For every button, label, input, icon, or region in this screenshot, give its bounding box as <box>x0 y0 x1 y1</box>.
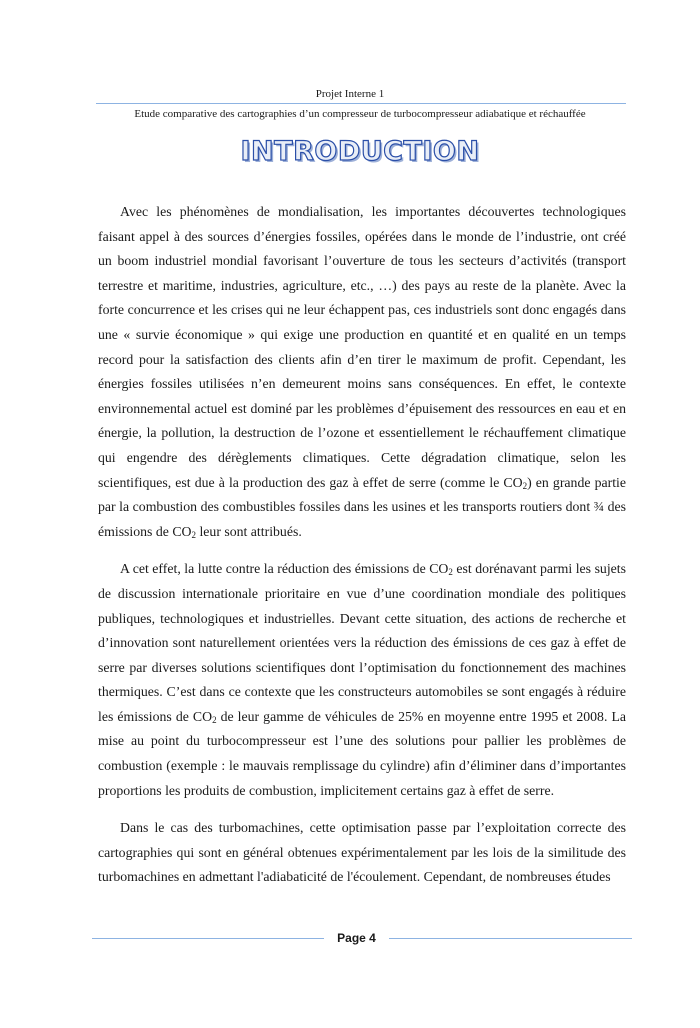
paragraph-2 <box>98 557 626 803</box>
body-text <box>98 200 626 903</box>
paragraph-2-part-b: est dorénavant parmi les sujets de discussion internationale prioritaire en vue d’une coordination mondiale des politiques publiques, technologiques et industrielles. Devant cette situation, des actions de recherche et d’innovation sont naturellement orientées vers la réduction des émissions de ces gaz à effet de serre par diverses solutions scientifiques dont l’optimisation du fonctionnement des machines thermiques. C’est dans ce contexte que les constructeurs automobiles se sont engagés à réduire les émissions de CO <box>98 561 626 724</box>
paragraph-1 <box>98 200 626 544</box>
page-number: Page 4 <box>337 931 376 945</box>
subscript: 2 <box>448 567 453 578</box>
subscript: 2 <box>191 529 197 540</box>
section-title: INTRODUCTION <box>240 136 480 167</box>
paragraph-2-part-c: de leur gamme de véhicules de 25% en moyenne entre 1995 et 2008. La mise au point du turbocompresseur est l’une des solutions pour pallier les problèmes de combustion (exemple : le mauvais remplissage du cylindre) afin d’éliminer dans d’importantes proportions les produits de combustion, implicitement certains gaz à effet de serre. <box>98 708 626 798</box>
footer-divider-left <box>92 938 324 939</box>
header-project-name: Projet Interne 1 <box>315 88 385 100</box>
header-subtitle: Etude comparative des cartographies d’un compresseur de turbocompresseur adiabatique et réchauffée <box>134 108 586 120</box>
subscript: 2 <box>212 714 217 725</box>
paragraph-1-part-c: leur sont attribués. <box>196 523 302 539</box>
paragraph-1-part-a: Avec les phénomènes de mondialisation, les importantes découvertes technologiques faisant appel à des sources d’énergies fossiles, opérées dans le monde de l’industrie, ont créé un boom industriel mondial favorisant l’ouverture de tous les secteurs d’activités (transport terrestre et maritime, industries, agriculture, etc., …) des pays au reste de la planète. Avec la forte concurrence et les crises qui ne leur échappent pas, ces industriels sont donc engagés dans une « survie économique » qui exige une production en quantité et en qualité en un temps record pour la satisfaction des clients afin d’en tirer le maximum de profit. Cependant, les énergies fossiles utilisées n’en demeurent moins sans conséquences. En effet, le contexte environnemental actuel est dominé par les problèmes d’épuisement des ressources en eau et en énergie, la pollution, la destruction de l’ozone et essentiellement le réchauffement climatique qui engendre des dérèglements climatiques. Cette dégradation climatique, selon les scientifiques, est due à la production des gaz à effet de serre (comme le CO <box>98 204 626 490</box>
subscript: 2 <box>522 480 528 491</box>
paragraph-1-part-b: ) en grande partie par la combustion des combustibles fossiles dans les usines et les transports routiers dont ¾ des émissions de CO <box>98 474 626 539</box>
footer-divider-right <box>389 938 632 939</box>
paragraph-2-part-a: A cet effet, la lutte contre la réduction des émissions de CO <box>120 561 449 577</box>
paragraph-3-text: Dans le cas des turbomachines, cette optimisation passe par l’exploitation correcte des cartographies qui sont en général obtenues expérimentalement par les lois de la similitude des turbomachines en admettant l'adiabaticité de l'écoulement. Cependant, de nombreuses études <box>98 820 626 885</box>
header-divider <box>96 103 626 104</box>
paragraph-3 <box>98 816 626 890</box>
